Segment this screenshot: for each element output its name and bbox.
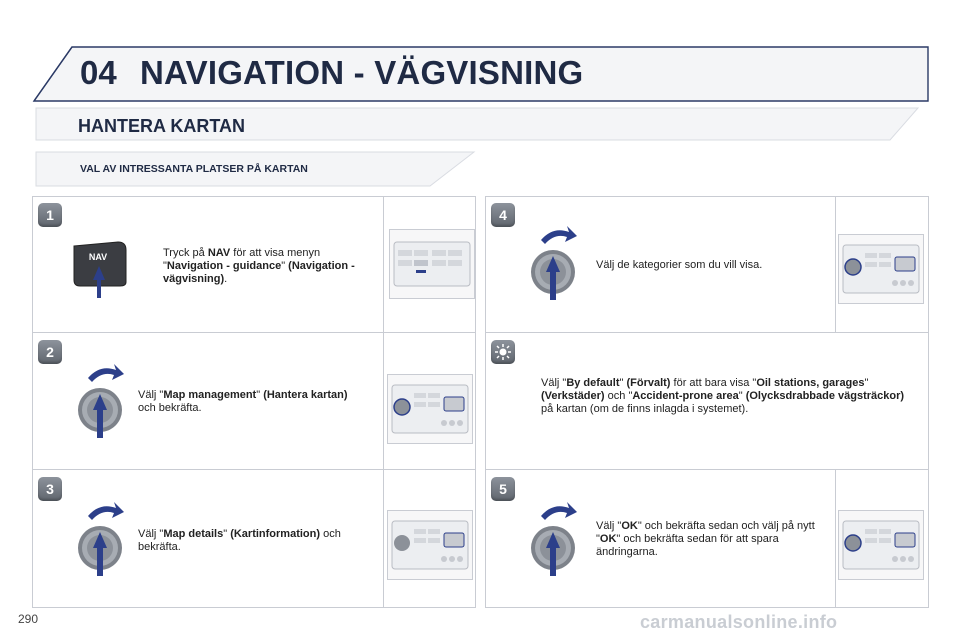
radio-panel-icon bbox=[389, 229, 475, 299]
text-run: Accident-prone area bbox=[632, 390, 739, 402]
chapter-title: NAVIGATION - VÄGVISNING bbox=[140, 54, 584, 91]
step-3-instruction bbox=[138, 528, 368, 554]
nav-button-icon bbox=[72, 238, 132, 300]
section-title: HANTERA KARTAN bbox=[78, 116, 245, 136]
text-run: (Kartinformation) bbox=[230, 528, 321, 540]
text-run: Map details bbox=[163, 528, 224, 540]
divider bbox=[32, 332, 476, 333]
subsection-title: VAL AV INTRESSANTA PLATSER PÅ KARTAN bbox=[80, 163, 308, 175]
step-badge-5: 5 bbox=[491, 477, 515, 501]
nav-button-label: NAV bbox=[88, 252, 108, 262]
text-run: Oil stations, garages bbox=[756, 377, 865, 389]
text-run: (Hantera kartan) bbox=[263, 389, 348, 401]
watermark: carmanualsonline.info bbox=[640, 612, 838, 632]
text-run: " bbox=[864, 377, 869, 389]
radio-panel-icon bbox=[838, 234, 924, 304]
step-4-instruction bbox=[596, 259, 826, 272]
divider bbox=[32, 469, 476, 470]
chapter-number: 04 bbox=[80, 54, 117, 91]
knob-icon bbox=[525, 226, 581, 306]
divider bbox=[485, 469, 929, 470]
divider bbox=[835, 196, 836, 332]
radio-panel-icon bbox=[387, 374, 473, 444]
text-run: " bbox=[619, 377, 627, 389]
knob-icon bbox=[72, 502, 128, 582]
step-badge-2: 2 bbox=[38, 340, 62, 364]
text-run: OK bbox=[599, 533, 617, 545]
text-run: Map management bbox=[163, 389, 257, 401]
text-run: " bbox=[281, 260, 289, 272]
divider bbox=[383, 196, 384, 608]
rotate-arrow-icon bbox=[541, 502, 577, 520]
text-run: " bbox=[256, 389, 264, 401]
text-run: NAV bbox=[207, 247, 231, 259]
page-number: 290 bbox=[18, 612, 39, 626]
text-run: (Navigation - vägvisning) bbox=[163, 260, 355, 285]
step-1-instruction bbox=[163, 247, 368, 286]
text-run: " och bekräfta sedan och välj på nytt " bbox=[596, 520, 815, 545]
text-run: " bbox=[738, 390, 746, 402]
step-badge-3: 3 bbox=[38, 477, 62, 501]
text-run: (Olycksdrabbade vägsträckor) bbox=[745, 390, 905, 402]
text-run: och bekräfta. bbox=[138, 402, 202, 414]
text-run: Välj " bbox=[541, 377, 567, 389]
text-run: By default bbox=[566, 377, 620, 389]
text-run: och bekräfta. bbox=[138, 528, 341, 553]
rotate-arrow-icon bbox=[88, 502, 124, 520]
rotate-arrow-icon bbox=[88, 364, 124, 382]
text-run: och " bbox=[604, 390, 633, 402]
step-badge-4: 4 bbox=[491, 203, 515, 227]
text-run: Välj " bbox=[596, 520, 622, 532]
text-run: . bbox=[224, 273, 228, 285]
text-run: Välj de kategorier som du vill visa. bbox=[596, 259, 763, 271]
text-run: " bbox=[223, 528, 231, 540]
text-run: för att bara visa " bbox=[670, 377, 757, 389]
divider bbox=[485, 332, 929, 333]
tip-sun-icon bbox=[494, 343, 512, 361]
step-2-instruction bbox=[138, 389, 368, 415]
text-run: för att visa menyn " bbox=[163, 247, 321, 272]
rotate-arrow-icon bbox=[541, 226, 577, 244]
tip-badge bbox=[491, 340, 515, 364]
text-run: (Förvalt) bbox=[626, 377, 671, 389]
text-run: på kartan (om de finns inlagda i systemet). bbox=[541, 403, 749, 415]
knob-icon bbox=[525, 502, 581, 582]
step-badge-1: 1 bbox=[38, 203, 62, 227]
text-run: Välj " bbox=[138, 528, 164, 540]
radio-panel-icon bbox=[838, 510, 924, 580]
text-run: Tryck på bbox=[163, 247, 208, 259]
text-run: Navigation - guidance bbox=[166, 260, 282, 272]
tip-instruction bbox=[541, 377, 911, 416]
step-5-instruction bbox=[596, 520, 826, 559]
divider bbox=[835, 469, 836, 608]
text-run: Välj " bbox=[138, 389, 164, 401]
text-run: OK bbox=[621, 520, 638, 532]
radio-panel-icon bbox=[387, 510, 473, 580]
knob-icon bbox=[72, 364, 128, 444]
text-run: (Verkstäder) bbox=[541, 390, 605, 402]
text-run: " och bekräfta sedan för att spara ändringarna. bbox=[596, 533, 779, 558]
